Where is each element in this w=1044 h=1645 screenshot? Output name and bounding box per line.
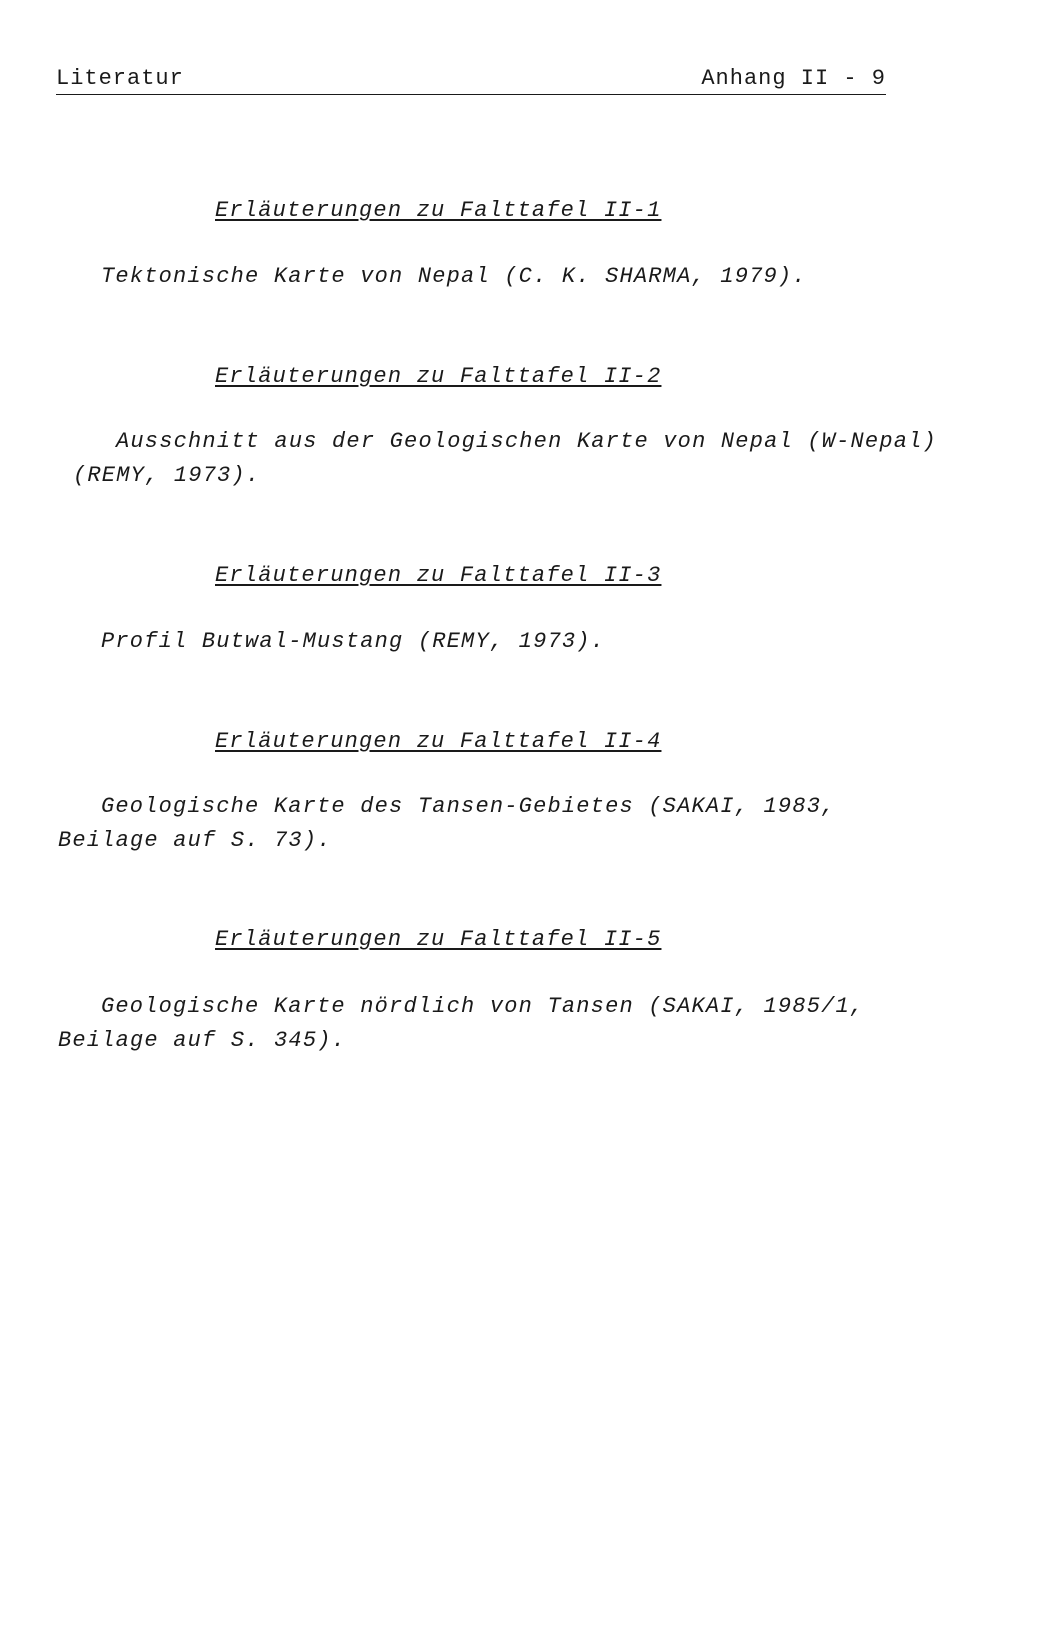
section-body-1: Tektonische Karte von Nepal (C. K. SHARMA, 1979). <box>101 264 807 289</box>
page-header <box>56 64 886 95</box>
section-body-3: Profil Butwal-Mustang (REMY, 1973). <box>101 629 606 654</box>
header-section-title: Literatur <box>56 66 184 91</box>
section-heading-4: Erläuterungen zu Falttafel II-4 <box>215 729 662 754</box>
section-heading-2: Erläuterungen zu Falttafel II-2 <box>215 364 662 389</box>
section-body-4: Geologische Karte des Tansen-Gebietes (SAKAI, 1983, Beilage auf S. 73). <box>58 794 836 853</box>
header-page-number: Anhang II - 9 <box>701 66 886 91</box>
section-heading-1: Erläuterungen zu Falttafel II-1 <box>215 198 662 223</box>
section-body-5: Geologische Karte nördlich von Tansen (SAKAI, 1985/1, Beilage auf S. 345). <box>58 994 865 1053</box>
section-body-2: Ausschnitt aus der Geologischen Karte von Nepal (W-Nepal) (REMY, 1973). <box>73 429 937 488</box>
section-heading-5: Erläuterungen zu Falttafel II-5 <box>215 927 662 952</box>
section-heading-3: Erläuterungen zu Falttafel II-3 <box>215 563 662 588</box>
